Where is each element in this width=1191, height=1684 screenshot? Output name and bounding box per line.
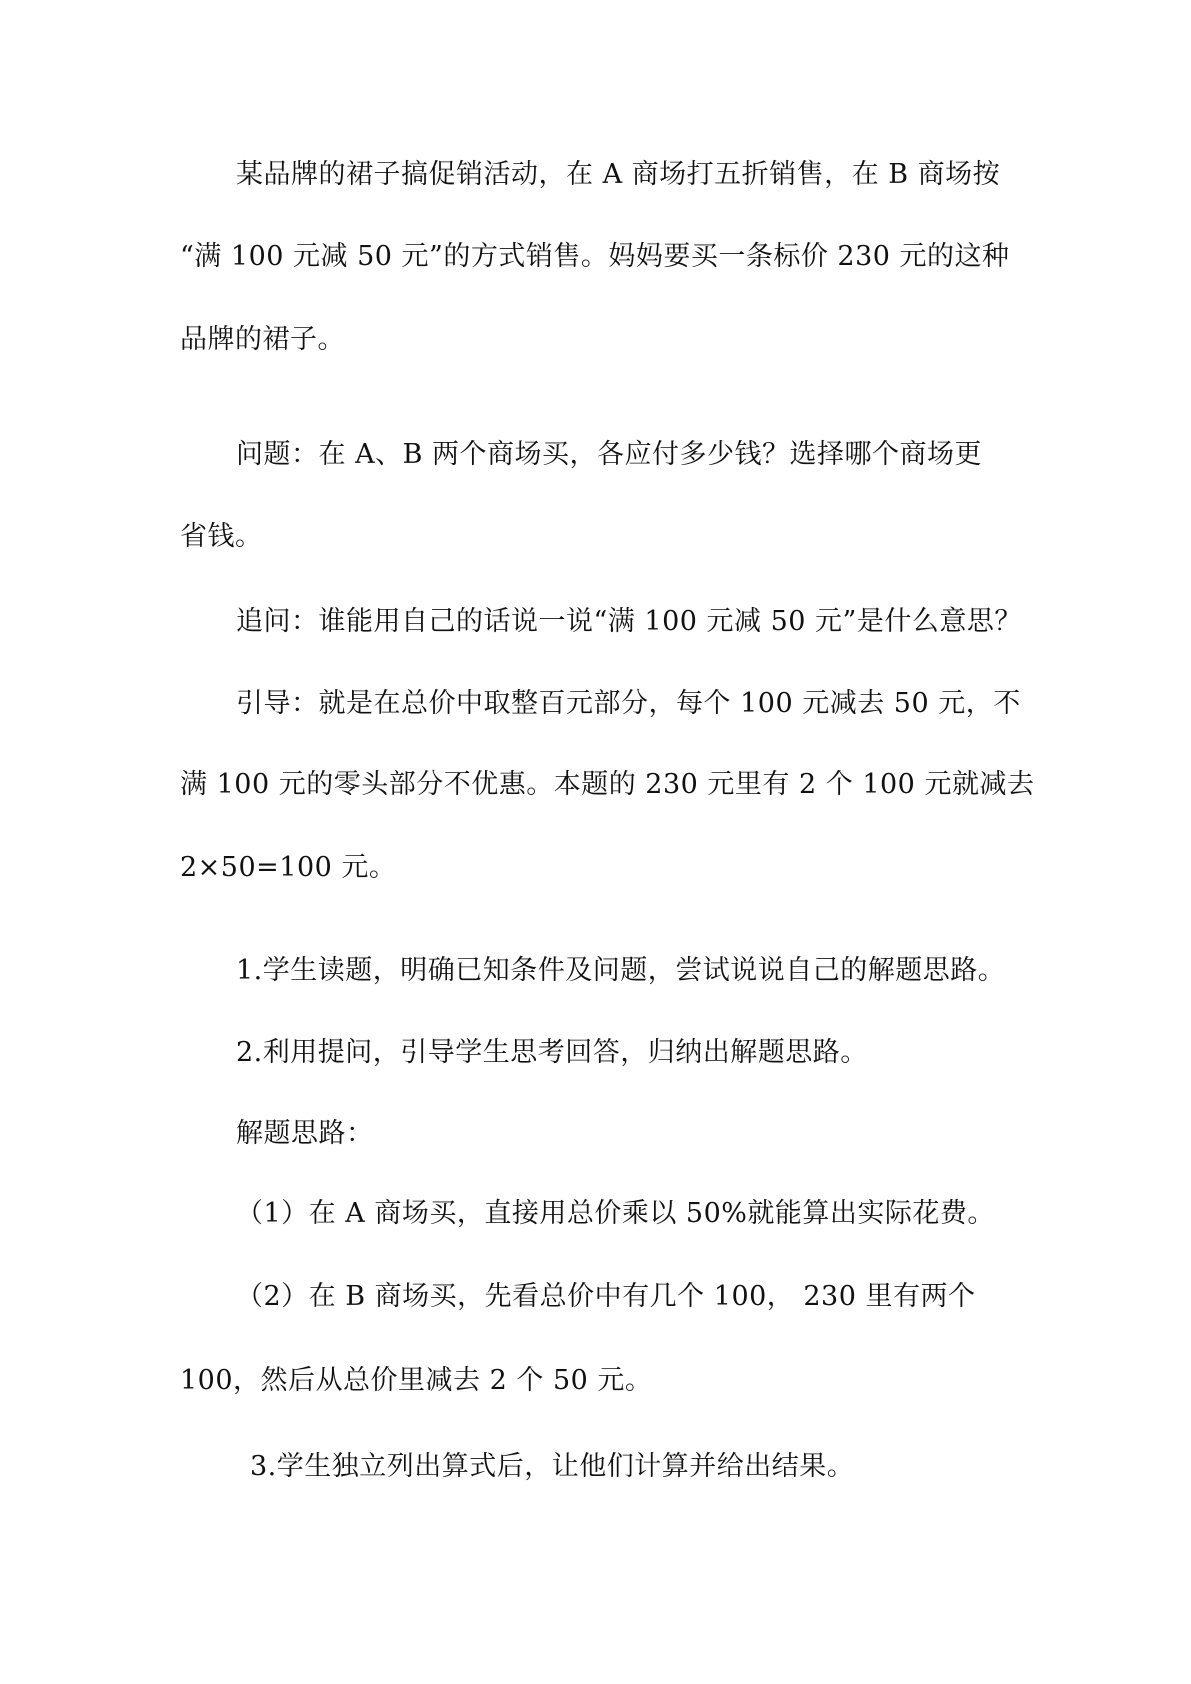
paragraph-line: 2×50=100 元。	[180, 852, 397, 883]
paragraph-line: “满 100 元减 50 元”的方式销售。妈妈要买一条标价 230 元的这种	[180, 241, 1010, 272]
paragraph-line: 满 100 元的零头部分不优惠。本题的 230 元里有 2 个 100 元就减去	[180, 769, 1035, 800]
paragraph-line: 3.学生独立列出算式后，让他们计算并给出结果。	[250, 1451, 855, 1482]
paragraph-line: 100，然后从总价里减去 2 个 50 元。	[180, 1365, 653, 1396]
paragraph-line: 问题：在 A、B 两个商场买，各应付多少钱？选择哪个商场更	[236, 439, 983, 470]
paragraph-line: 解题思路：	[236, 1118, 374, 1149]
paragraph-line: 1.学生读题，明确已知条件及问题，尝试说说自己的解题思路。	[236, 955, 1006, 986]
paragraph-line: 2.利用提问，引导学生思考回答，归纳出解题思路。	[236, 1037, 868, 1068]
paragraph-line: 省钱。	[180, 521, 263, 552]
paragraph-line: （2）在 B 商场买，先看总价中有几个 100， 230 里有两个	[236, 1281, 976, 1312]
paragraph-line: 品牌的裙子。	[180, 324, 345, 355]
paragraph-line: （1）在 A 商场买，直接用总价乘以 50%就能算出实际花费。	[236, 1198, 995, 1229]
paragraph-line: 追问：谁能用自己的话说一说“满 100 元减 50 元”是什么意思？	[236, 606, 1022, 637]
paragraph-line: 某品牌的裙子搞促销活动，在 A 商场打五折销售，在 B 商场按	[236, 159, 1001, 190]
paragraph-line: 引导：就是在总价中取整百元部分，每个 100 元减去 50 元，不	[236, 688, 1021, 719]
